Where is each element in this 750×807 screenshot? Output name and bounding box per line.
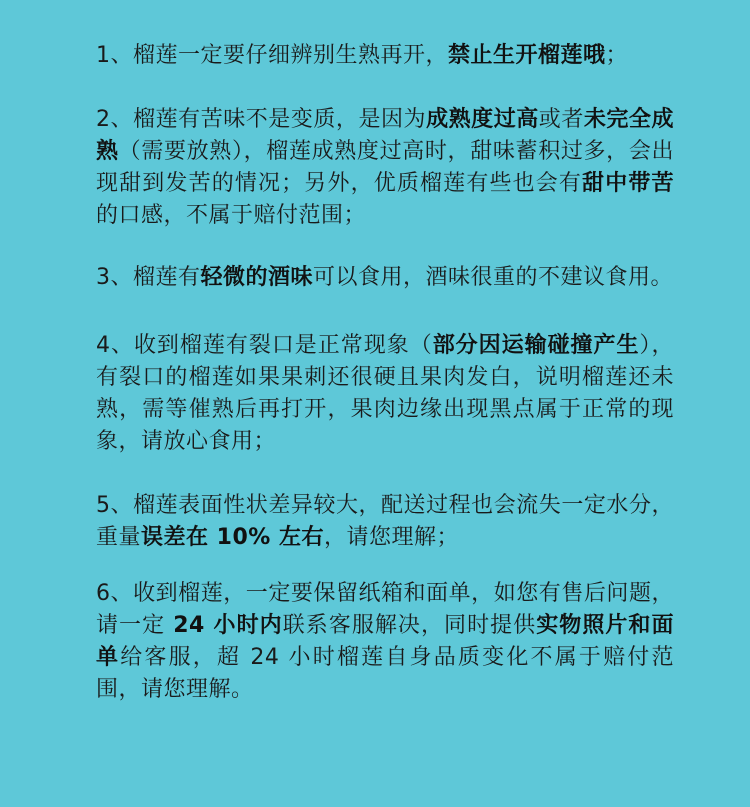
notice-item-2 (96, 104, 674, 232)
notice-1-text: 1、榴莲一定要仔细辨别生熟再开， (96, 43, 448, 68)
notice-5-text: 5、榴莲表面性状差异较大，配送过程也会流失一定水分，重量 (96, 493, 674, 550)
notice-6-emphasis-photos: 实物照片和面单 (96, 613, 674, 670)
notice-item-1 (96, 40, 674, 72)
notice-4-text-end: ），有裂口的榴莲如果果刺还很硬且果肉发白，说明榴莲还未熟，需等催熟后再打开，果肉边缘出现黑点属于正常的现象，请放心食用； (96, 333, 674, 454)
notice-2-text: 2、榴莲有苦味不是变质，是因为 (96, 107, 427, 132)
notice-6-text-middle: 联系客服解决，同时提供 (282, 613, 537, 638)
notice-2-text-middle: （需要放熟），榴莲成熟度过高时，甜味蓄积过多，会出现甜到发苦的情况；另外，优质榴莲有些也会有 (96, 139, 674, 196)
notice-item-5 (96, 490, 674, 554)
notice-4-text: 4、收到榴莲有裂口是正常现象（ (96, 333, 433, 358)
notice-3-text: 3、榴莲有 (96, 265, 201, 290)
notice-6-text-end: 给客服，超 24 小时榴莲自身品质变化不属于赔付范围，请您理解。 (96, 645, 674, 702)
notice-4-emphasis: 部分因运输碰撞产生 (432, 333, 640, 358)
notice-5-text-end: ，请您理解； (324, 525, 460, 550)
notice-item-4 (96, 330, 674, 458)
notice-1-text-end: ； (605, 43, 629, 68)
notice-5-emphasis: 误差在 10% 左右 (141, 525, 324, 550)
notice-2-emphasis-overripe: 成熟度过高 (426, 107, 539, 132)
notice-3-text-end: 可以食用，酒味很重的不建议食用。 (313, 265, 674, 290)
notice-3-emphasis: 轻微的酒味 (200, 265, 314, 290)
notice-2-text-end: 的口感，不属于赔付范围； (96, 203, 367, 228)
notice-item-3 (96, 262, 674, 294)
notice-2-emphasis-bittersweet: 甜中带苦 (582, 171, 674, 196)
notice-6-text: 6、收到榴莲，一定要保留纸箱和面单，如您有售后问题，请一定 (96, 581, 674, 638)
notice-6-emphasis-24h: 24 小时内 (173, 613, 283, 638)
notice-1-emphasis: 禁止生开榴莲哦 (448, 43, 606, 68)
notice-2-text-or: 或者 (538, 107, 584, 132)
notice-item-6 (96, 578, 674, 706)
notice-2-emphasis-unripe: 未完全成熟 (96, 107, 674, 164)
